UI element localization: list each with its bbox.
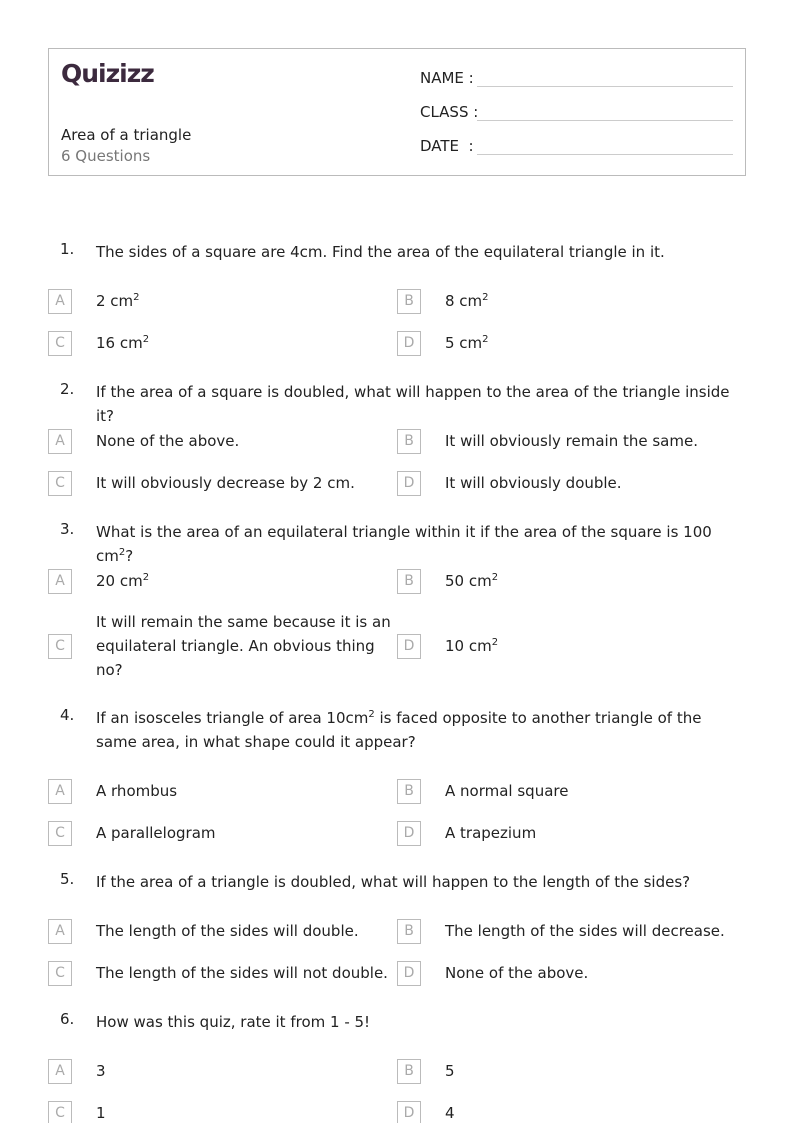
option-letter-box: B <box>397 289 421 314</box>
option-text <box>96 471 391 495</box>
option-letter-box: A <box>48 429 72 454</box>
option-text-main: 10 cm <box>445 637 492 655</box>
option-text-main: A rhombus <box>96 782 178 800</box>
option-letter-box: A <box>48 919 72 944</box>
question-text <box>96 706 746 754</box>
question-count: 6 Questions <box>61 147 151 165</box>
option-letter-box: B <box>397 569 421 594</box>
option-letter-box: D <box>397 331 421 356</box>
option-letter-box: A <box>48 569 72 594</box>
option-text-main: The length of the sides will decrease. <box>445 922 725 940</box>
option-letter-box: D <box>397 961 421 986</box>
option-letter-box: C <box>48 821 72 846</box>
question-text <box>96 240 746 264</box>
name-line <box>477 86 733 87</box>
option-text-main: 1 <box>96 1104 106 1122</box>
option-text <box>96 331 391 355</box>
option-letter-box: B <box>397 919 421 944</box>
option-letter-box: B <box>397 779 421 804</box>
question-text <box>96 870 746 894</box>
option-text-main: It will obviously double. <box>445 474 622 492</box>
question-number: 3. <box>60 520 75 538</box>
option-letter-box: C <box>48 1101 72 1123</box>
option-text <box>445 429 740 453</box>
option-text <box>445 569 740 593</box>
question-text-main: If an isosceles triangle of area 10cm <box>96 709 369 727</box>
quizizz-logo: Quizizz <box>61 59 154 88</box>
option-text-main: The length of the sides will not double. <box>96 964 388 982</box>
option-text-main: 50 cm <box>445 572 492 590</box>
option-text-main: None of the above. <box>445 964 589 982</box>
option-letter-box: D <box>397 821 421 846</box>
option-text-main: It will obviously decrease by 2 cm. <box>96 474 355 492</box>
option-text-main: A trapezium <box>445 824 537 842</box>
option-text <box>445 919 740 943</box>
question-text-main: The sides of a square are 4cm. Find the area of the equilateral triangle in it. <box>96 243 665 261</box>
option-letter-box: A <box>48 1059 72 1084</box>
option-superscript: 2 <box>482 292 489 303</box>
option-letter-box: C <box>48 634 72 659</box>
option-text-main: None of the above. <box>96 432 240 450</box>
worksheet-title: Area of a triangle <box>61 126 192 144</box>
option-superscript: 2 <box>482 334 489 345</box>
option-text-main: 4 <box>445 1104 455 1122</box>
option-letter-box: D <box>397 634 421 659</box>
date-line <box>477 154 733 155</box>
option-text-main: 2 cm <box>96 292 134 310</box>
question-text-main: If the area of a triangle is doubled, what will happen to the length of the sides? <box>96 873 691 891</box>
question-text <box>96 380 746 428</box>
option-text <box>445 821 740 845</box>
question-text-main: How was this quiz, rate it from 1 - 5! <box>96 1013 371 1031</box>
option-letter-box: B <box>397 1059 421 1084</box>
option-text <box>96 610 391 682</box>
option-text <box>445 289 740 313</box>
question-text <box>96 1010 746 1034</box>
option-text <box>96 919 391 943</box>
option-text <box>445 779 740 803</box>
class-field[interactable] <box>420 103 478 121</box>
option-text <box>96 779 391 803</box>
option-text-main: It will remain the same because it is an equilateral triangle. An obvious thing no? <box>96 613 391 679</box>
option-text-main: 20 cm <box>96 572 143 590</box>
option-text <box>445 634 740 658</box>
option-letter-box: B <box>397 429 421 454</box>
question-number: 6. <box>60 1010 75 1028</box>
option-text-main: It will obviously remain the same. <box>445 432 698 450</box>
question-text-end: is faced opposite to another triangle of the same area, in what shape could it appear? <box>96 709 702 751</box>
option-superscript: 2 <box>133 292 140 303</box>
option-letter-box: C <box>48 471 72 496</box>
option-letter-box: D <box>397 471 421 496</box>
date-field[interactable] <box>420 137 474 155</box>
worksheet-header <box>48 48 746 176</box>
option-text <box>96 569 391 593</box>
option-text-main: 5 cm <box>445 334 483 352</box>
option-superscript: 2 <box>491 572 499 583</box>
option-letter-box: A <box>48 779 72 804</box>
option-text <box>96 961 391 985</box>
option-letter-box: D <box>397 1101 421 1123</box>
option-text <box>445 1059 740 1083</box>
option-text <box>96 1101 391 1123</box>
option-letter-box: A <box>48 289 72 314</box>
option-text <box>445 331 740 355</box>
name-label: NAME : <box>420 69 474 87</box>
option-text-main: 3 <box>96 1062 106 1080</box>
class-line <box>477 120 733 121</box>
option-text-main: 8 cm <box>445 292 483 310</box>
option-superscript: 2 <box>491 637 499 648</box>
option-text <box>445 1101 740 1123</box>
option-text <box>96 1059 391 1083</box>
option-text <box>445 961 740 985</box>
option-text-main: A parallelogram <box>96 824 216 842</box>
question-number: 2. <box>60 380 75 398</box>
option-text <box>96 289 391 313</box>
option-superscript: 2 <box>142 334 150 345</box>
option-text <box>96 429 391 453</box>
question-text-main: What is the area of an equilateral triangle within it if the area of the square is 100 cm <box>96 523 712 565</box>
date-label: DATE : <box>420 137 474 155</box>
option-superscript: 2 <box>142 572 150 583</box>
question-number: 4. <box>60 706 75 724</box>
option-letter-box: C <box>48 961 72 986</box>
option-text-main: 16 cm <box>96 334 143 352</box>
question-number: 5. <box>60 870 75 888</box>
question-superscript: 2 <box>118 547 126 558</box>
question-text-end: ? <box>125 547 134 565</box>
option-text-main: The length of the sides will double. <box>96 922 359 940</box>
class-label: CLASS : <box>420 103 479 121</box>
option-letter-box: C <box>48 331 72 356</box>
name-field[interactable] <box>420 69 474 87</box>
option-text-main: A normal square <box>445 782 569 800</box>
option-text <box>96 821 391 845</box>
option-text <box>445 471 740 495</box>
question-number: 1. <box>60 240 75 258</box>
question-text <box>96 520 746 568</box>
option-text-main: 5 <box>445 1062 455 1080</box>
question-text-main: If the area of a square is doubled, what will happen to the area of the triangle inside it? <box>96 383 730 425</box>
question-superscript: 2 <box>368 709 375 720</box>
